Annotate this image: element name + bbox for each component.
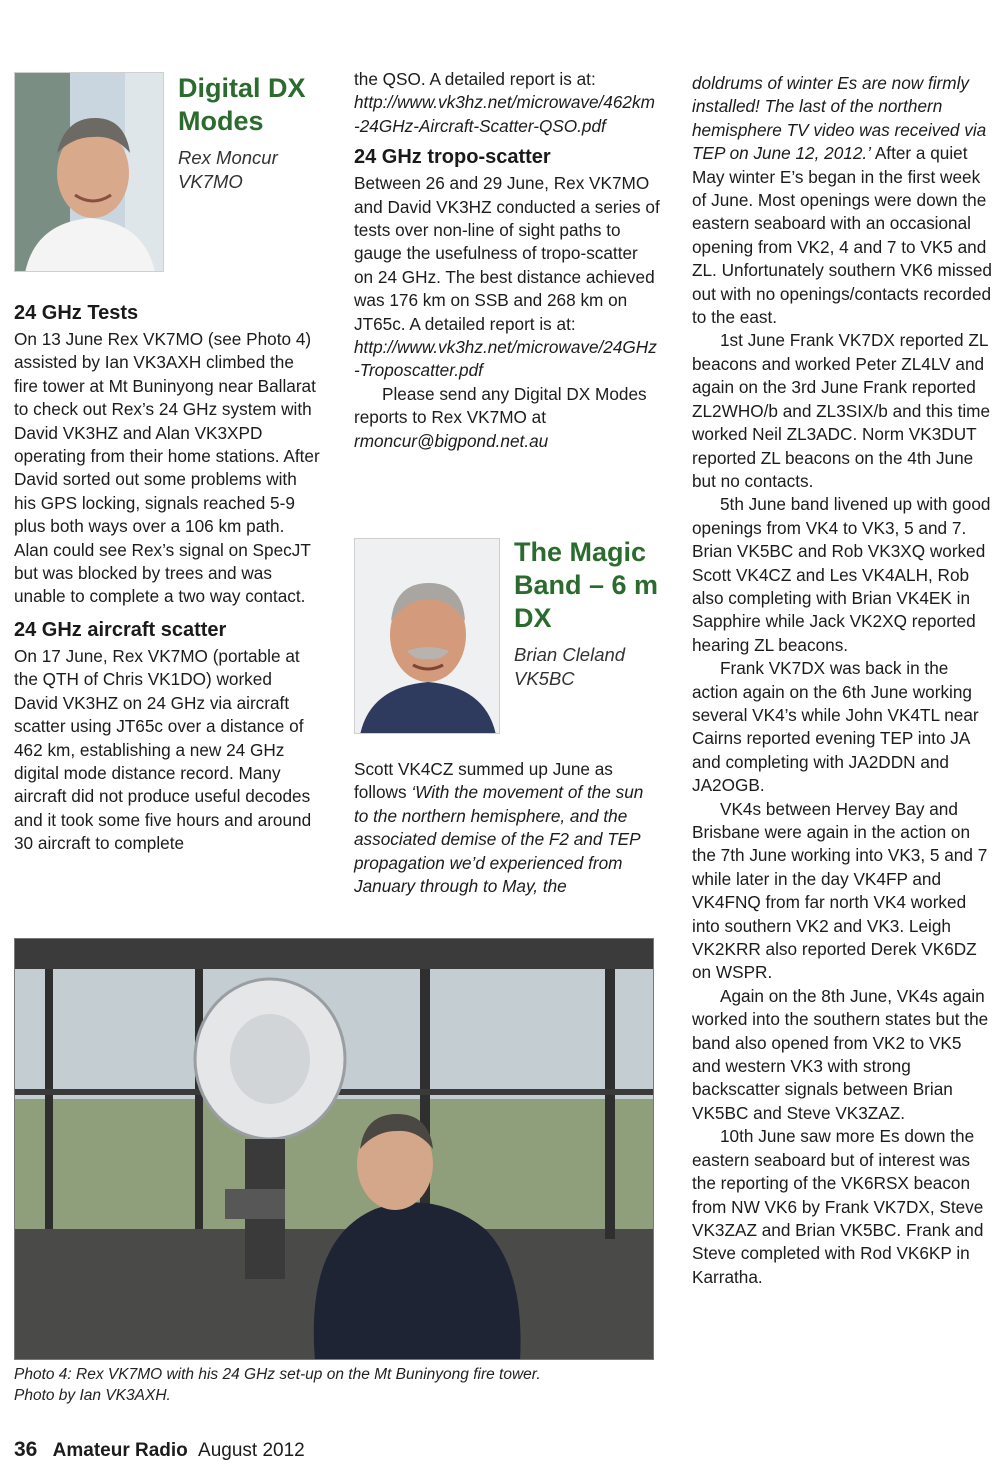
- magic-band-title: The Magic Band – 6 m DX: [514, 537, 659, 633]
- paragraph-6: Again on the 8th June, VK4s again worked into the southern states but the band also opened from VK2 to VK5 and western VK3 with strong backscatter signals between Brian VK5BC and Steve VK3ZAZ.: [692, 985, 989, 1123]
- caption-line-2: Photo by Ian VK3AXH.: [14, 1387, 171, 1404]
- intro-quote: ‘With the movement of the sun to the northern hemisphere, and the associated demise of the F2 and TEP propagation we’d experienced from January through to May, the: [354, 782, 644, 897]
- column-1-body: [14, 294, 320, 856]
- paragraph-4: Frank VK7DX was back in the action again on the 6th June working several VK4’s while John VK4TL near Cairns reported evening TEP into JA and completing with JA2DDN and JA2OGB.: [692, 658, 979, 796]
- quote-continuation: doldrums of winter Es are now firmly installed! The last of the northern hemisphere TV video was received via TEP on June 12, 2012.’: [692, 73, 987, 164]
- text-24ghz-tests: On 13 June Rex VK7MO (see Photo 4) assisted by Ian VK3AXH climbed the fire tower at Mt Buninyong near Ballarat to check out Rex’s 24 GHz system with David VK3HZ and Alan VK3XPD operating from their home stations. After David sorted out some problems with his GPS locking, signals reached 5-9 plus both ways over a 106 km path. Alan could see Rex’s signal on SpecJT but was blocked by trees and was unable to complete a two way contact.: [14, 329, 320, 607]
- magic-band-callsign: VK5BC: [514, 668, 575, 689]
- portrait-illustration: [15, 73, 164, 272]
- paragraph-7: 10th June saw more Es down the eastern seaboard but of interest was the reporting of the VK6RSX beacon from NW VK6 by Frank VK7DX, Steve VK3ZAZ and Brian VK5BC. Frank and Steve completed with Rod VK6KP in Karratha.: [692, 1126, 984, 1287]
- magazine-name: Amateur Radio: [52, 1440, 188, 1461]
- article-title-digital-dx: [178, 72, 338, 194]
- intro-text: Scott VK4CZ summed up June as follows: [354, 759, 613, 803]
- paragraph-5: VK4s between Hervey Bay and Brisbane were again in the action on the 7th June working into VK3, 5 and 7 while later in the day VK4FP and VK4FNQ from far north VK4 worked into southern VK2 and VK3. Leigh VK2KRR also reported Derek VK6DZ on WSPR.: [692, 798, 988, 983]
- heading-aircraft-scatter: 24 GHz aircraft scatter: [14, 618, 227, 641]
- contact-email[interactable]: rmoncur@bigpond.net.au: [354, 430, 549, 451]
- issue-date: August 2012: [198, 1440, 305, 1461]
- portrait-illustration: [355, 539, 500, 734]
- fire-tower-photo-illustration: [15, 939, 654, 1360]
- heading-24ghz-tests: 24 GHz Tests: [14, 302, 139, 324]
- digital-dx-author: Rex Moncur: [178, 147, 278, 168]
- page-number: 36: [14, 1438, 38, 1461]
- article-title-magic-band: [514, 536, 664, 691]
- qso-report-text: the QSO. A detailed report is at:: [354, 69, 596, 89]
- photo-caption: [14, 1364, 664, 1406]
- caption-line-1: Photo 4: Rex VK7MO with his 24 GHz set-up on the Mt Buninyong fire tower.: [14, 1366, 541, 1383]
- heading-tropo-scatter: 24 GHz tropo-scatter: [354, 146, 551, 169]
- author-portrait-rex: [14, 72, 164, 272]
- magic-band-author: Brian Cleland: [514, 644, 626, 665]
- quote-continuation-paragraph: [692, 72, 992, 329]
- tropo-report-url[interactable]: http://www.vk3hz.net/microwave/24GHz-Troposcatter.pdf: [354, 337, 657, 381]
- digital-dx-title: Digital DX Modes: [178, 73, 306, 136]
- paragraph-1: After a quiet May winter E’s began in the first week of June. Most openings were down the eastern seaboard with an occasional opening from VK2, 4 and 7 to VK5 and ZL. Unfortunately southern VK6 missed out with no openings/contacts recorded to the east.: [692, 143, 992, 328]
- text-aircraft-scatter: On 17 June, Rex VK7MO (portable at the QTH of Chris VK1DO) worked David VK3HZ on 24 GHz via aircraft scatter using JT65c over a distance of 462 km, establishing a new 24 GHz digital mode distance record. Many aircraft did not produce useful decodes and it took some five hours and around 30 aircraft to complete: [14, 645, 312, 854]
- photo-fire-tower: [14, 938, 654, 1360]
- paragraph-2: 1st June Frank VK7DX reported ZL beacons and worked Peter ZL4LV and again on the 3rd June Frank reported ZL2WHO/b and ZL3SIX/b and this time worked Neil ZL3ADC. Norm VK3DUT reported ZL beacons on the 4th June but no contacts.: [692, 330, 991, 491]
- digital-dx-callsign: VK7MO: [178, 171, 243, 192]
- qso-report-url[interactable]: http://www.vk3hz.net/microwave/462km-24GHz-Aircraft-Scatter-QSO.pdf: [354, 92, 655, 136]
- send-reports-text: Please send any Digital DX Modes reports to Rex VK7MO at: [354, 383, 647, 428]
- author-portrait-brian: [354, 538, 500, 734]
- text-tropo-scatter: Between 26 and 29 June, Rex VK7MO and David VK3HZ conducted a series of tests over non-line of sight paths to gauge the usefulness of tropo-scatter on 24 GHz. The best distance achieved was 176 km on SSB and 268 km on JT65c. A detailed report is at:: [354, 173, 660, 334]
- column-2-bottom: [354, 758, 660, 898]
- page-footer: [14, 1438, 305, 1463]
- paragraph-3: 5th June band livened up with good openings from VK4 to VK3, 5 and 7. Brian VK5BC and Rob VK3XQ worked Scott VK4CZ and Les VK4ALH, Rob also completing with Brian VK4EK in Sapphire while Jack VK2XQ reported hearing ZL beacons.: [692, 494, 991, 655]
- magic-band-intro: [354, 758, 660, 898]
- column-2-top: [354, 68, 660, 453]
- column-3-body: [692, 72, 992, 1289]
